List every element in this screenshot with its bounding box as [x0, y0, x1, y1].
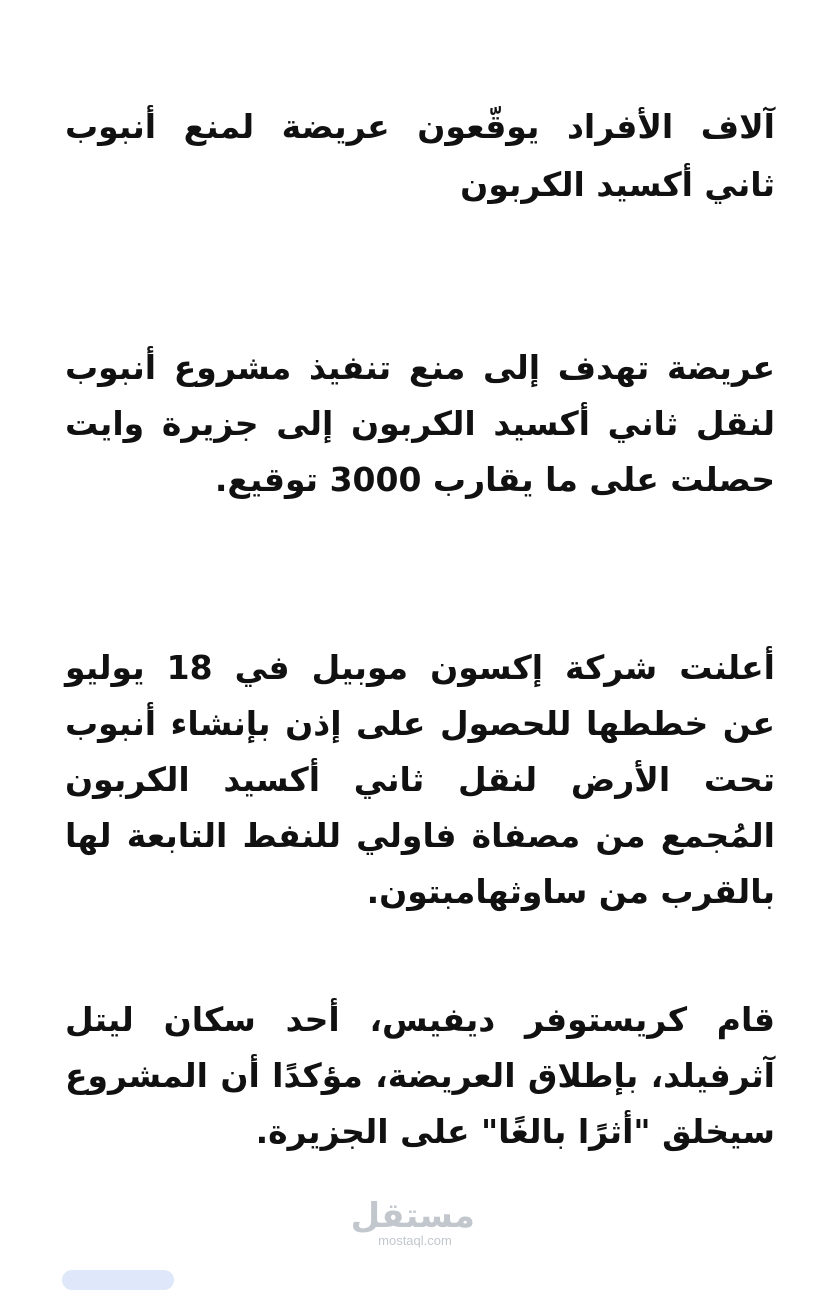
paragraph-1: عريضة تهدف إلى منع تنفيذ مشروع أنبوب لنقل ثاني أكسيد الكربون إلى جزيرة وايت حصلت على ما يقارب 3000 توقيع.: [65, 348, 775, 499]
paragraph-2: أعلنت شركة إكسون موبيل في 18 يوليو عن خططها للحصول على إذن بإنشاء أنبوب تحت الأرض لنقل ثاني أكسيد الكربون المُجمع من مصفاة فاولي للنفط التابعة لها بالقرب من ساوثهامبتون.: [65, 648, 775, 911]
bottom-pill-button[interactable]: [62, 1270, 174, 1290]
watermark-logo-text: مستقل: [350, 1196, 475, 1236]
watermark-url: mostaql.com: [378, 1233, 452, 1248]
article-title: آلاف الأفراد يوقّعون عريضة لمنع أنبوب ثاني أكسيد الكربون: [65, 107, 775, 204]
watermark-logo: [350, 1196, 475, 1248]
paragraph-3: قام كريستوفر ديفيس، أحد سكان ليتل آثرفيلد، بإطلاق العريضة، مؤكدًا أن المشروع سيخلق "أثرًا بالغًا" على الجزيرة.: [65, 1000, 775, 1151]
